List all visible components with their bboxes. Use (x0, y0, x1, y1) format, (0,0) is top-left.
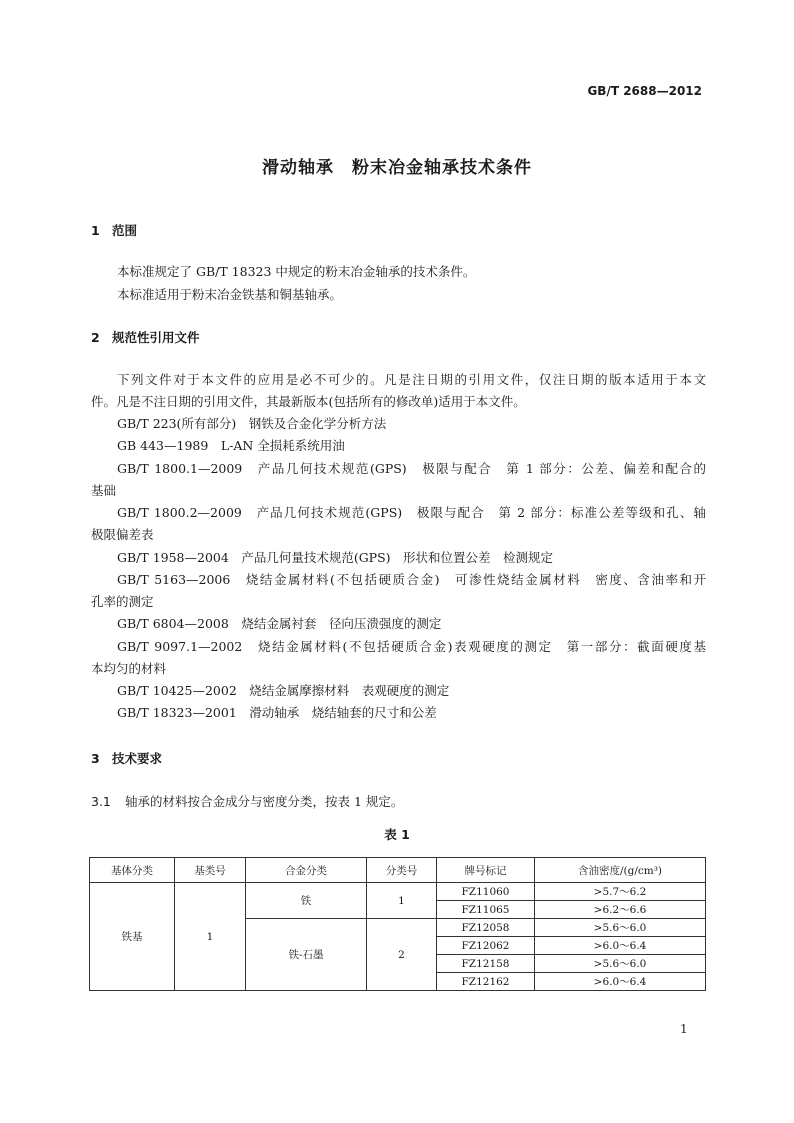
column-header: 牌号标记 (437, 858, 535, 883)
section-3-heading (91, 749, 162, 767)
reference-item: GB/T 10425—2002 烧结金属摩擦材料 表观硬度的测定 (117, 683, 450, 698)
section-1-heading (91, 221, 137, 239)
paragraph: 本标准规定了 GB/T 18323 中规定的粉末冶金轴承的技术条件。 (117, 264, 476, 279)
material-classification-table (89, 857, 706, 991)
table-caption: 表 1 (384, 827, 410, 842)
reference-item-continuation: 孔率的测定 (91, 594, 154, 609)
density-cell: >5.6～6.0 (535, 919, 706, 937)
document-title: 滑动轴承 粉末冶金轴承技术条件 (262, 158, 532, 178)
column-header: 基类号 (175, 858, 246, 883)
column-header: 分类号 (367, 858, 437, 883)
grade-cell: FZ12058 (437, 919, 535, 937)
column-header: 含油密度/(g/cm³) (535, 858, 706, 883)
section-title: 规范性引用文件 (112, 330, 200, 345)
grade-cell: FZ11065 (437, 901, 535, 919)
reference-item: GB/T 223(所有部分) 钢铁及合金化学分析方法 (117, 416, 387, 431)
reference-item-continuation: 本均匀的材料 (91, 661, 167, 676)
paragraph-line: 件。凡是不注日期的引用文件，其最新版本(包括所有的修改单)适用于本文件。 (91, 394, 526, 409)
alloy-class-cell: 铁 (246, 883, 367, 919)
density-cell: >5.7～6.2 (535, 883, 706, 901)
alloy-code-cell: 2 (367, 919, 437, 991)
section-number: 1 (91, 223, 100, 238)
density-cell: >6.0～6.4 (535, 937, 706, 955)
standard-number: GB/T 2688—2012 (587, 84, 702, 98)
density-cell: >6.0～6.4 (535, 973, 706, 991)
reference-item: GB/T 1958—2004 产品几何量技术规范(GPS) 形状和位置公差 检测规定 (117, 550, 554, 565)
column-header: 合金分类 (246, 858, 367, 883)
grade-cell: FZ12062 (437, 937, 535, 955)
density-cell: >5.6～6.0 (535, 955, 706, 973)
alloy-class-cell: 铁-石墨 (246, 919, 367, 991)
grade-cell: FZ12158 (437, 955, 535, 973)
base-code-cell: 1 (175, 883, 246, 991)
reference-item-continuation: 极限偏差表 (91, 527, 154, 542)
grade-cell: FZ11060 (437, 883, 535, 901)
clause-text: 轴承的材料按合金成分与密度分类，按表 1 规定。 (125, 794, 404, 809)
reference-item-continuation: 基础 (91, 483, 117, 498)
table-row (90, 883, 706, 901)
paragraph: 本标准适用于粉末冶金铁基和铜基轴承。 (117, 287, 343, 302)
reference-item: GB 443—1989 L-AN 全损耗系统用油 (117, 438, 345, 453)
reference-item: GB/T 6804—2008 烧结金属衬套 径向压溃强度的测定 (117, 616, 442, 631)
column-header: 基体分类 (90, 858, 175, 883)
section-title: 技术要求 (112, 751, 163, 766)
grade-cell: FZ12162 (437, 973, 535, 991)
density-cell: >6.2～6.6 (535, 901, 706, 919)
clause-number: 3.1 (91, 794, 111, 809)
alloy-code-cell: 1 (367, 883, 437, 919)
reference-item: GB/T 1800.1—2009 产品几何技术规范(GPS) 极限与配合 第 1 部分：公差、偏差和配合的 (117, 461, 706, 476)
reference-item: GB/T 1800.2—2009 产品几何技术规范(GPS) 极限与配合 第 2 部分：标准公差等级和孔、轴 (117, 505, 706, 520)
clause-3-1 (91, 792, 403, 810)
section-2-heading (91, 328, 200, 346)
paragraph-line: 下列文件对于本文件的应用是必不可少的。凡是注日期的引用文件，仅注日期的版本适用于本文 (117, 372, 706, 387)
section-number: 3 (91, 751, 100, 766)
section-number: 2 (91, 330, 100, 345)
base-class-cell: 铁基 (90, 883, 175, 991)
reference-item: GB/T 5163—2006 烧结金属材料(不包括硬质合金) 可渗性烧结金属材料 密度、含油率和开 (117, 572, 706, 587)
table-header-row (90, 858, 706, 883)
section-title: 范围 (112, 223, 138, 238)
reference-item: GB/T 9097.1—2002 烧结金属材料(不包括硬质合金)表观硬度的测定 第一部分：截面硬度基 (117, 639, 706, 654)
page-number: 1 (680, 1022, 688, 1036)
reference-item: GB/T 18323—2001 滑动轴承 烧结轴套的尺寸和公差 (117, 705, 437, 720)
